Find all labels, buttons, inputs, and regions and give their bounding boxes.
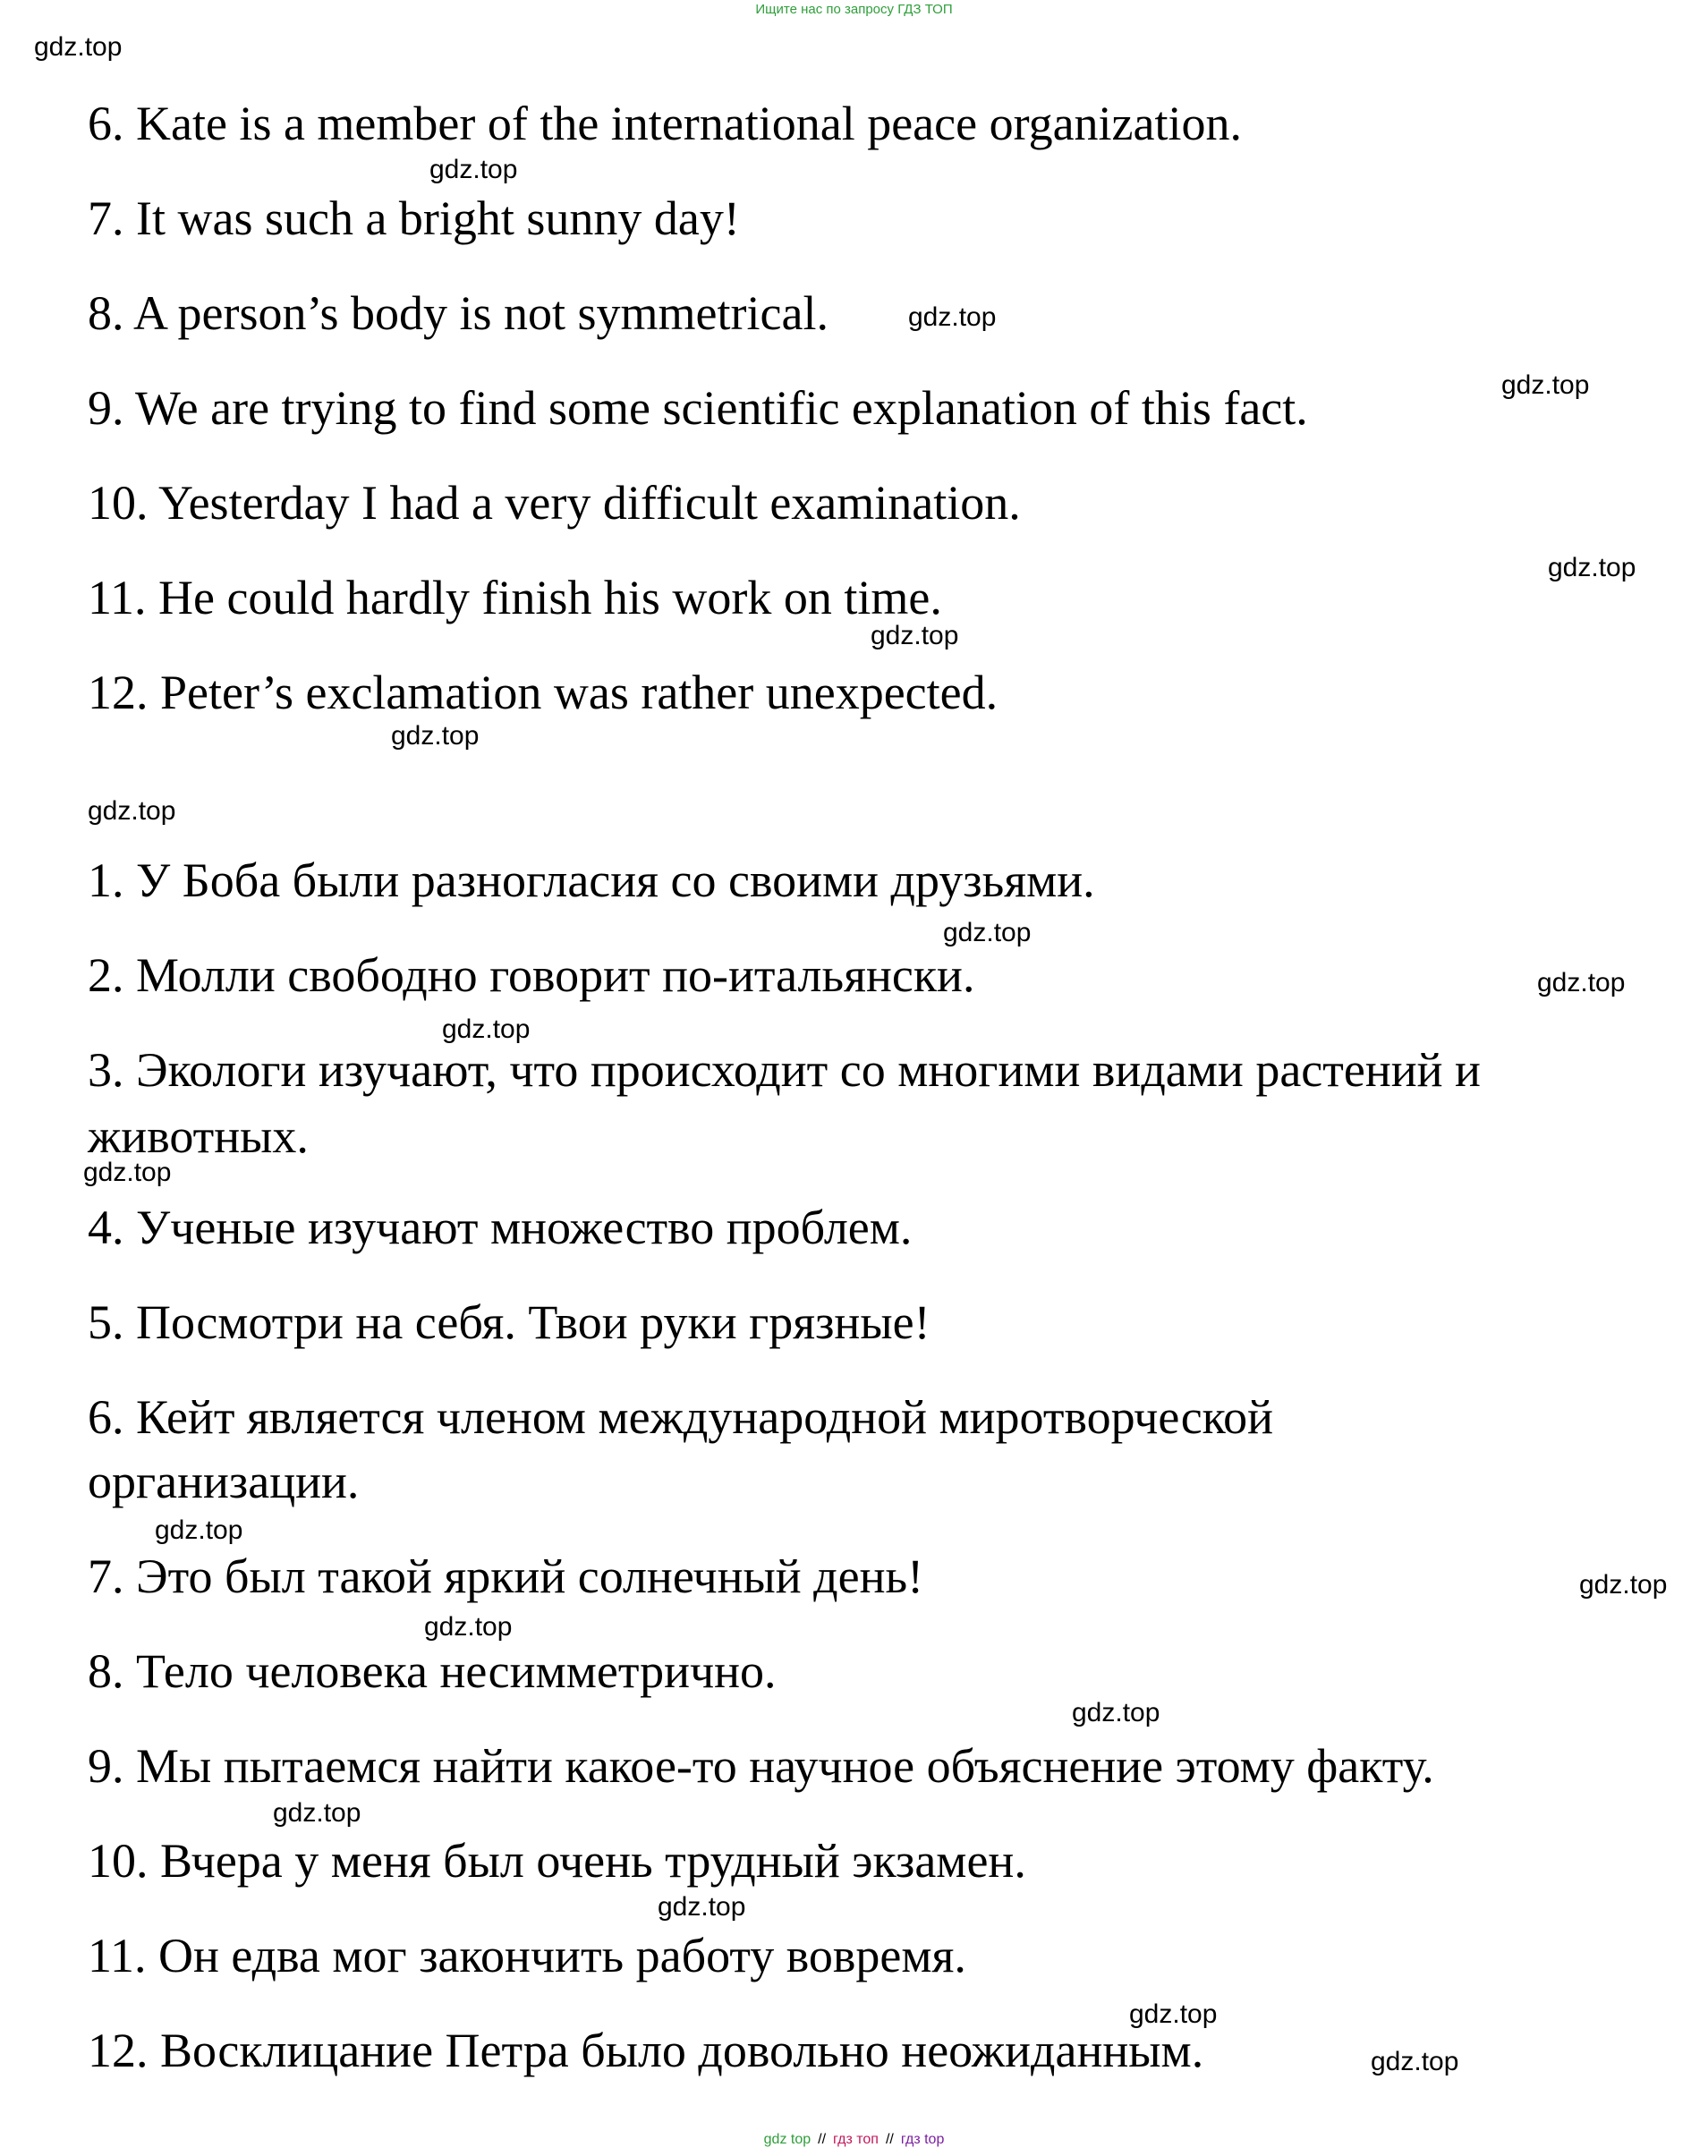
russian-line-9: 9. Мы пытаемся найти какое-то научное объяснение этому факту. [88,1739,1434,1793]
footer-separator: // [818,2132,827,2147]
english-line-6: 6. Kate is a member of the international peace organization. [88,97,1242,150]
watermark: gdz.top [83,1158,172,1187]
watermark: gdz.top [1548,553,1636,582]
watermark: gdz.top [391,721,480,751]
top-banner: Ищите нас по запросу ГДЗ ТОП [755,2,953,17]
watermark: gdz.top [88,796,176,826]
russian-line-11: 11. Он едва мог закончить работу вовремя. [88,1929,966,1982]
russian-line-1: 1. У Боба были разногласия со своими друзьями. [88,853,1095,907]
watermark: gdz.top [1501,370,1590,400]
footer-separator: // [885,2132,894,2147]
english-line-7: 7. It was such a bright sunny day! [88,191,740,245]
russian-line-5: 5. Посмотри на себя. Твои руки грязные! [88,1295,930,1349]
watermark: gdz.top [34,32,123,62]
watermark: gdz.top [442,1014,531,1044]
english-line-9: 9. We are trying to find some scientific explanation of this fact. [88,381,1308,435]
russian-line-6: 6. Кейт является членом международной миротворческой [88,1390,1274,1444]
watermark: gdz.top [155,1515,243,1545]
watermark: gdz.top [1072,1698,1160,1727]
russian-line-3-cont: животных. [88,1109,309,1163]
watermark: gdz.top [1579,1570,1668,1600]
russian-line-2: 2. Молли свободно говорит по-итальянски. [88,948,975,1002]
russian-line-6-cont: организации. [88,1455,360,1508]
footer [0,2131,1708,2149]
watermark: gdz.top [1537,968,1626,997]
footer-item-2[interactable]: гдз топ [833,2132,879,2147]
english-line-10: 10. Yesterday I had a very difficult examination. [88,476,1021,530]
russian-line-3: 3. Экологи изучают, что происходит со многими видами растений и [88,1043,1481,1097]
english-line-8: 8. A person’s body is not symmetrical. [88,286,829,340]
english-line-12: 12. Peter’s exclamation was rather unexpected. [88,666,998,719]
russian-line-4: 4. Ученые изучают множество проблем. [88,1201,913,1254]
watermark: gdz.top [429,155,518,184]
russian-line-12: 12. Восклицание Петра было довольно неожиданным. [88,2024,1204,2077]
watermark: gdz.top [273,1798,361,1828]
russian-line-8: 8. Тело человека несимметрично. [88,1644,777,1698]
russian-line-7: 7. Это был такой яркий солнечный день! [88,1549,924,1603]
watermark: gdz.top [871,621,959,650]
russian-line-10: 10. Вчера у меня был очень трудный экзамен. [88,1834,1026,1888]
footer-item-3[interactable]: гдз top [900,2132,945,2147]
watermark: gdz.top [1371,2047,1459,2076]
watermark: gdz.top [943,918,1032,947]
english-line-11: 11. He could hardly finish his work on time. [88,571,942,624]
footer-item-1[interactable]: gdz top [763,2132,812,2147]
watermark: gdz.top [424,1612,513,1642]
watermark: gdz.top [908,302,997,332]
watermark: gdz.top [658,1892,746,1922]
watermark: gdz.top [1129,1999,1218,2029]
